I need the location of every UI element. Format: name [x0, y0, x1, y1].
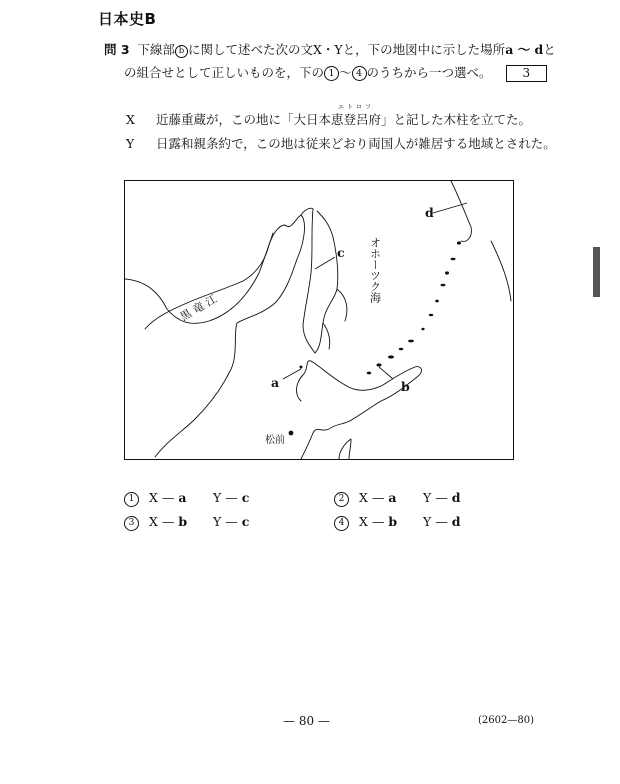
label-okhotsk-sea: オホーツク海	[368, 237, 382, 303]
ruby-etorofu	[331, 104, 382, 128]
statement-y-label: Y	[126, 136, 135, 151]
sakhalin-east	[301, 208, 338, 353]
choice-4-x: X — b	[359, 514, 398, 529]
kuril-island	[388, 355, 394, 358]
kuril-island	[441, 284, 446, 287]
statement-y-text: 日露和親条約で，この地は従来どおり両国人が雑居する地域とされた。	[156, 136, 556, 151]
map-inner-line	[491, 241, 511, 301]
choice-1-x: X — a	[149, 490, 187, 505]
choice-3-number: 3	[124, 516, 139, 531]
kuril-island	[445, 271, 449, 274]
choice-3	[124, 514, 249, 531]
kuril-island	[435, 300, 439, 303]
question-text-1a: 下線部	[137, 42, 176, 57]
hokkaido-outline	[297, 361, 422, 459]
kuril-island	[457, 241, 461, 244]
kamchatka-coast	[451, 181, 471, 241]
choice-3-x: X — b	[149, 514, 188, 529]
label-d: d	[425, 205, 434, 220]
honshu-tip	[339, 439, 351, 459]
statement-y	[126, 134, 556, 152]
page-number: — 80 —	[283, 714, 330, 728]
choice-2-number: 2	[334, 492, 349, 507]
subject-title: 日本史B	[98, 10, 157, 28]
pointer-d	[433, 203, 467, 213]
ruby-base: 恵登呂府	[331, 112, 382, 127]
question-text-2b: のうちから一つ選べ。	[366, 65, 492, 80]
question-text-1b: に関して述べた次の文X・Yと，下の地図中に示した場所	[188, 42, 506, 57]
option-last-circle: 4	[352, 66, 367, 81]
kuril-island	[367, 372, 371, 375]
question-number: 問 3	[104, 42, 130, 57]
choice-2-y: Y — d	[423, 490, 461, 505]
matsumae-dot	[289, 431, 294, 436]
map-svg	[125, 181, 513, 459]
pointer-b	[379, 367, 393, 379]
kuril-island	[421, 328, 424, 331]
mainland-coast	[145, 215, 304, 457]
kuril-island	[408, 340, 414, 343]
label-amur: 黒 竜 江	[178, 292, 220, 324]
underline-mark-circle: b	[175, 45, 188, 58]
pointer-a	[283, 369, 301, 379]
page-code: (2602—80)	[478, 715, 534, 726]
kuril-island	[451, 258, 456, 260]
question-line-2	[124, 63, 547, 82]
label-matsumae: 松前	[265, 435, 285, 446]
question-text-2a: の組合せとして正しいものを，下の	[124, 65, 325, 80]
choice-1-y: Y — c	[213, 490, 250, 505]
pointer-c	[315, 257, 335, 269]
label-a: a	[271, 375, 280, 390]
label-c: c	[337, 245, 345, 260]
label-b: b	[401, 379, 410, 394]
option-first-circle: 1	[324, 66, 339, 81]
choice-2	[334, 490, 460, 507]
question-text-1c: と	[543, 42, 556, 57]
map-frame	[124, 180, 514, 460]
page-edge-marker	[593, 247, 600, 297]
choice-3-y: Y — c	[213, 514, 250, 529]
rishiri-island	[300, 366, 303, 369]
kuril-island	[429, 314, 433, 316]
answer-box: 3	[506, 65, 548, 82]
place-range: a ～ d	[505, 42, 544, 57]
tilde: ～	[339, 65, 352, 80]
choice-4-y: Y — d	[423, 514, 461, 529]
ruby-reading: エトロフ	[338, 104, 375, 111]
choice-2-x: X — a	[359, 490, 397, 505]
kuril-island	[399, 348, 403, 351]
statement-x-text-b: 」と記した木柱を立てた。	[381, 112, 532, 127]
choice-1-number: 1	[124, 492, 139, 507]
sakhalin-tail	[323, 289, 347, 349]
choice-1	[124, 490, 249, 507]
choice-4-number: 4	[334, 516, 349, 531]
question-line-1	[104, 40, 556, 58]
statement-x-text-a: 近藤重蔵が，この地に「大日本	[156, 112, 332, 127]
statement-x-label: X	[126, 112, 135, 127]
statement-x	[126, 104, 532, 128]
choice-4	[334, 514, 460, 531]
kuril-island	[376, 363, 381, 366]
